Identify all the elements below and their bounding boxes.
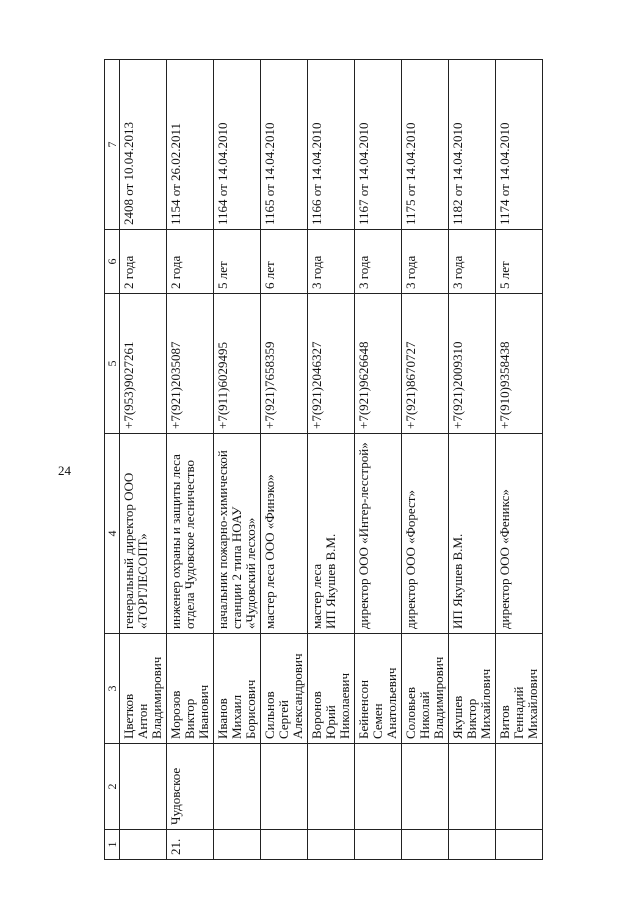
phone-cell: +7(921)2035087 xyxy=(167,294,214,434)
table-row xyxy=(261,60,308,860)
registry-table xyxy=(104,59,543,860)
person-name-cell: Витов Геннадий Михайлович xyxy=(496,634,543,744)
row-number-cell: 21. xyxy=(167,830,214,860)
document-cell: 1167 от 14.04.2010 xyxy=(355,60,402,230)
row-number-cell xyxy=(496,830,543,860)
district-cell xyxy=(308,744,355,830)
phone-cell: +7(921)9626648 xyxy=(355,294,402,434)
term-cell: 2 года xyxy=(120,230,167,294)
position-cell: генеральный директор ООО «ТОРГЛЕСОПТ» xyxy=(120,434,167,634)
document-cell: 1182 от 14.04.2010 xyxy=(449,60,496,230)
phone-cell: +7(921)2009310 xyxy=(449,294,496,434)
district-cell xyxy=(355,744,402,830)
row-number-cell xyxy=(355,830,402,860)
row-number-cell xyxy=(402,830,449,860)
term-cell: 5 лет xyxy=(496,230,543,294)
table-row xyxy=(449,60,496,860)
table-row xyxy=(214,60,261,860)
document-cell: 1174 от 14.04.2010 xyxy=(496,60,543,230)
person-name-cell: Воронов Юрий Николаевич xyxy=(308,634,355,744)
position-cell: директор ООО «Интер-лесстрой» xyxy=(355,434,402,634)
column-header: 4 xyxy=(105,434,120,634)
position-cell: начальник пожарно-химической станции 2 типа НОАУ «Чудовский лесхоз» xyxy=(214,434,261,634)
table-row xyxy=(496,60,543,860)
term-cell: 3 года xyxy=(308,230,355,294)
column-header: 5 xyxy=(105,294,120,434)
table-row xyxy=(167,60,214,860)
row-number-cell xyxy=(120,830,167,860)
position-cell: директор ООО «Феникс» xyxy=(496,434,543,634)
column-header: 2 xyxy=(105,744,120,830)
phone-cell: +7(910)9358438 xyxy=(496,294,543,434)
person-name-cell: Морозов Виктор Иванович xyxy=(167,634,214,744)
row-number-cell xyxy=(261,830,308,860)
table-row xyxy=(355,60,402,860)
row-number-cell xyxy=(449,830,496,860)
position-cell: мастер леса ООО «Финэко» xyxy=(261,434,308,634)
person-name-cell: Якушев Виктор Михайлович xyxy=(449,634,496,744)
document-cell: 1154 от 26.02.2011 xyxy=(167,60,214,230)
person-name-cell: Цветков Антон Владимирович xyxy=(120,634,167,744)
position-cell: мастер леса ИП Якушев В.М. xyxy=(308,434,355,634)
district-cell xyxy=(214,744,261,830)
person-name-cell: Иванов Михаил Борисович xyxy=(214,634,261,744)
document-cell: 1164 от 14.04.2010 xyxy=(214,60,261,230)
phone-cell: +7(911)6029495 xyxy=(214,294,261,434)
term-cell: 3 года xyxy=(449,230,496,294)
district-cell xyxy=(120,744,167,830)
district-cell xyxy=(449,744,496,830)
term-cell: 2 года xyxy=(167,230,214,294)
row-number-cell xyxy=(214,830,261,860)
phone-cell: +7(921)8670727 xyxy=(402,294,449,434)
document-cell: 1165 от 14.04.2010 xyxy=(261,60,308,230)
district-cell xyxy=(496,744,543,830)
row-number-cell xyxy=(308,830,355,860)
header-row xyxy=(105,60,120,860)
position-cell: ИП Якушев В.М. xyxy=(449,434,496,634)
term-cell: 3 года xyxy=(402,230,449,294)
table-row xyxy=(308,60,355,860)
person-name-cell: Бейненсон Семен Анатольевич xyxy=(355,634,402,744)
rotated-table-container xyxy=(104,60,540,860)
person-name-cell: Сильнов Сергей Александрович xyxy=(261,634,308,744)
column-header: 1 xyxy=(105,830,120,860)
column-header: 7 xyxy=(105,60,120,230)
district-cell: Чудовское xyxy=(167,744,214,830)
column-header: 3 xyxy=(105,634,120,744)
table-row xyxy=(402,60,449,860)
phone-cell: +7(921)2046327 xyxy=(308,294,355,434)
document-cell: 1175 от 14.04.2010 xyxy=(402,60,449,230)
district-cell xyxy=(402,744,449,830)
person-name-cell: Соловьев Николай Владимирович xyxy=(402,634,449,744)
page-number: 24 xyxy=(58,463,71,478)
position-cell: директор ООО «Форест» xyxy=(402,434,449,634)
table-row xyxy=(120,60,167,860)
term-cell: 5 лет xyxy=(214,230,261,294)
phone-cell: +7(953)9027261 xyxy=(120,294,167,434)
position-cell: инженер охраны и защиты леса отдела Чудовское лесничество xyxy=(167,434,214,634)
term-cell: 3 года xyxy=(355,230,402,294)
document-cell: 1166 от 14.04.2010 xyxy=(308,60,355,230)
phone-cell: +7(921)7658359 xyxy=(261,294,308,434)
district-cell xyxy=(261,744,308,830)
document-cell: 2408 от 10.04.2013 xyxy=(120,60,167,230)
term-cell: 6 лет xyxy=(261,230,308,294)
column-header: 6 xyxy=(105,230,120,294)
